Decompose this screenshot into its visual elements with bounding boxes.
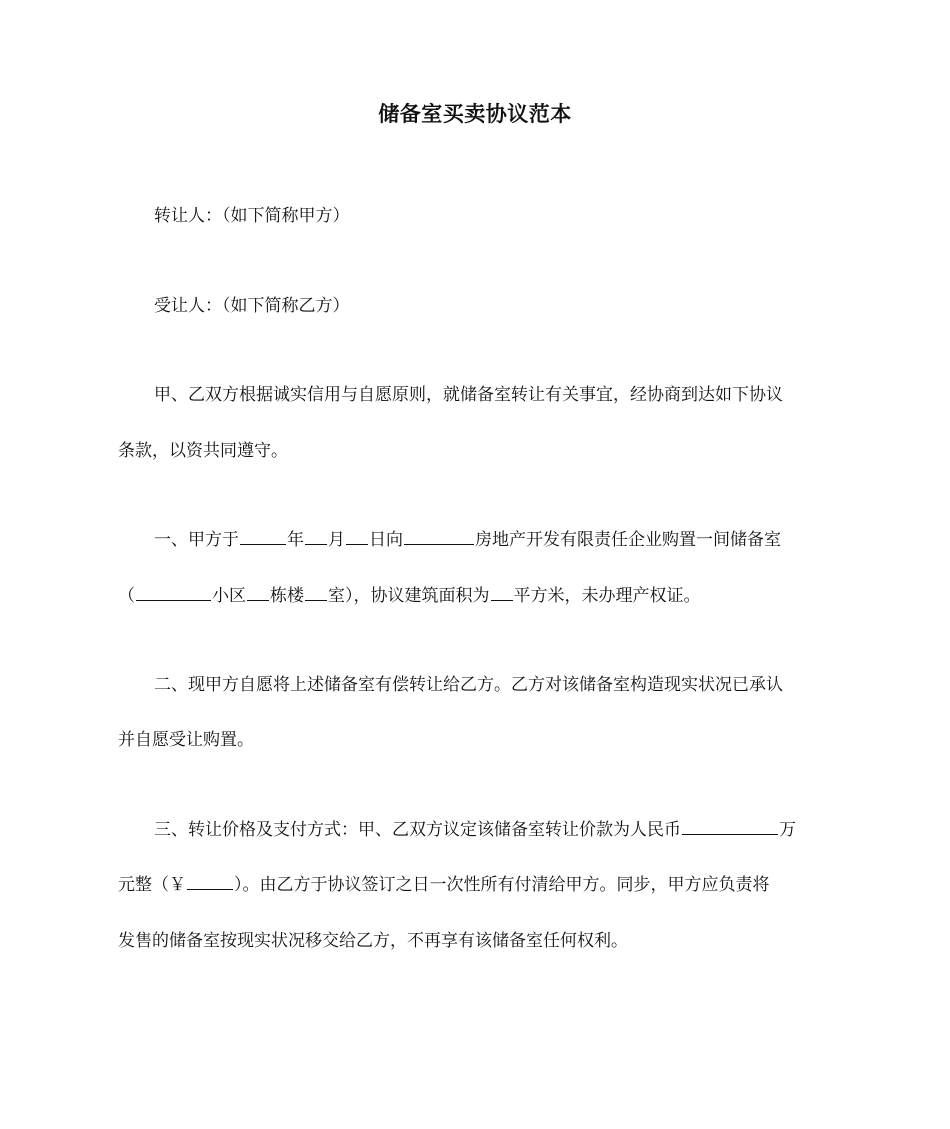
month-blank[interactable] [305,526,327,545]
clause1-text: 日向 [369,530,403,550]
amount-blank[interactable] [187,871,233,890]
year-blank[interactable] [240,526,286,545]
price-blank[interactable] [682,816,778,835]
clause1-text: 栋楼 [270,586,304,606]
clause3-text: 元整（￥ [118,875,186,895]
preamble-line-1: 甲、乙双方根据诚实信用与自愿原则，就储备室转让有关事宜，经协商到达如下协议 [154,385,783,405]
clause1-text: 平方米，未办理产权证。 [513,586,701,606]
document-title: 储备室买卖协议范本 [378,102,572,126]
clause3-line-1 [118,816,874,844]
clause3-text: 三、转让价格及支付方式：甲、乙双方议定该储备室转让价款为人民币 [154,820,681,840]
clause3-text: 万 [779,820,796,840]
clause1-text: 一、甲方于 [154,530,239,550]
preamble-line-2: 条款，以资共同遵守。 [118,441,288,461]
clause1-line-1 [118,526,874,554]
day-blank[interactable] [346,526,368,545]
clause2-line-2: 并自愿受让购置。 [118,730,254,750]
area-blank[interactable] [491,582,513,601]
clause3-line-2 [118,871,838,899]
clause1-text: 小区 [212,586,246,606]
developer-blank[interactable] [404,526,474,545]
clause2-line-1: 二、现甲方自愿将上述储备室有偿转让给乙方。乙方对该储备室构造现实状况已承认 [154,675,783,695]
clause1-text: 年 [287,530,304,550]
clause1-text: 月 [328,530,345,550]
clause1-text: 房地产开发有限责任企业购置一间储备室 [475,530,781,550]
building-blank[interactable] [247,582,269,601]
clause3-line-3: 发售的储备室按现实状况移交给乙方，不再享有该储备室任何权利。 [118,931,628,951]
community-blank[interactable] [136,582,211,601]
clause3-text: ）。由乙方于协议签订之日一次性所有付清给甲方。同步，甲方应负责将 [234,875,770,895]
clause1-text: 室），协议建筑面积为 [328,586,490,606]
clause1-text: （ [118,586,135,606]
transferee-line: 受让人：（如下简称乙方） [154,296,350,316]
room-blank[interactable] [305,582,327,601]
transferor-line: 转让人：（如下简称甲方） [154,206,350,226]
clause1-line-2 [118,582,838,610]
